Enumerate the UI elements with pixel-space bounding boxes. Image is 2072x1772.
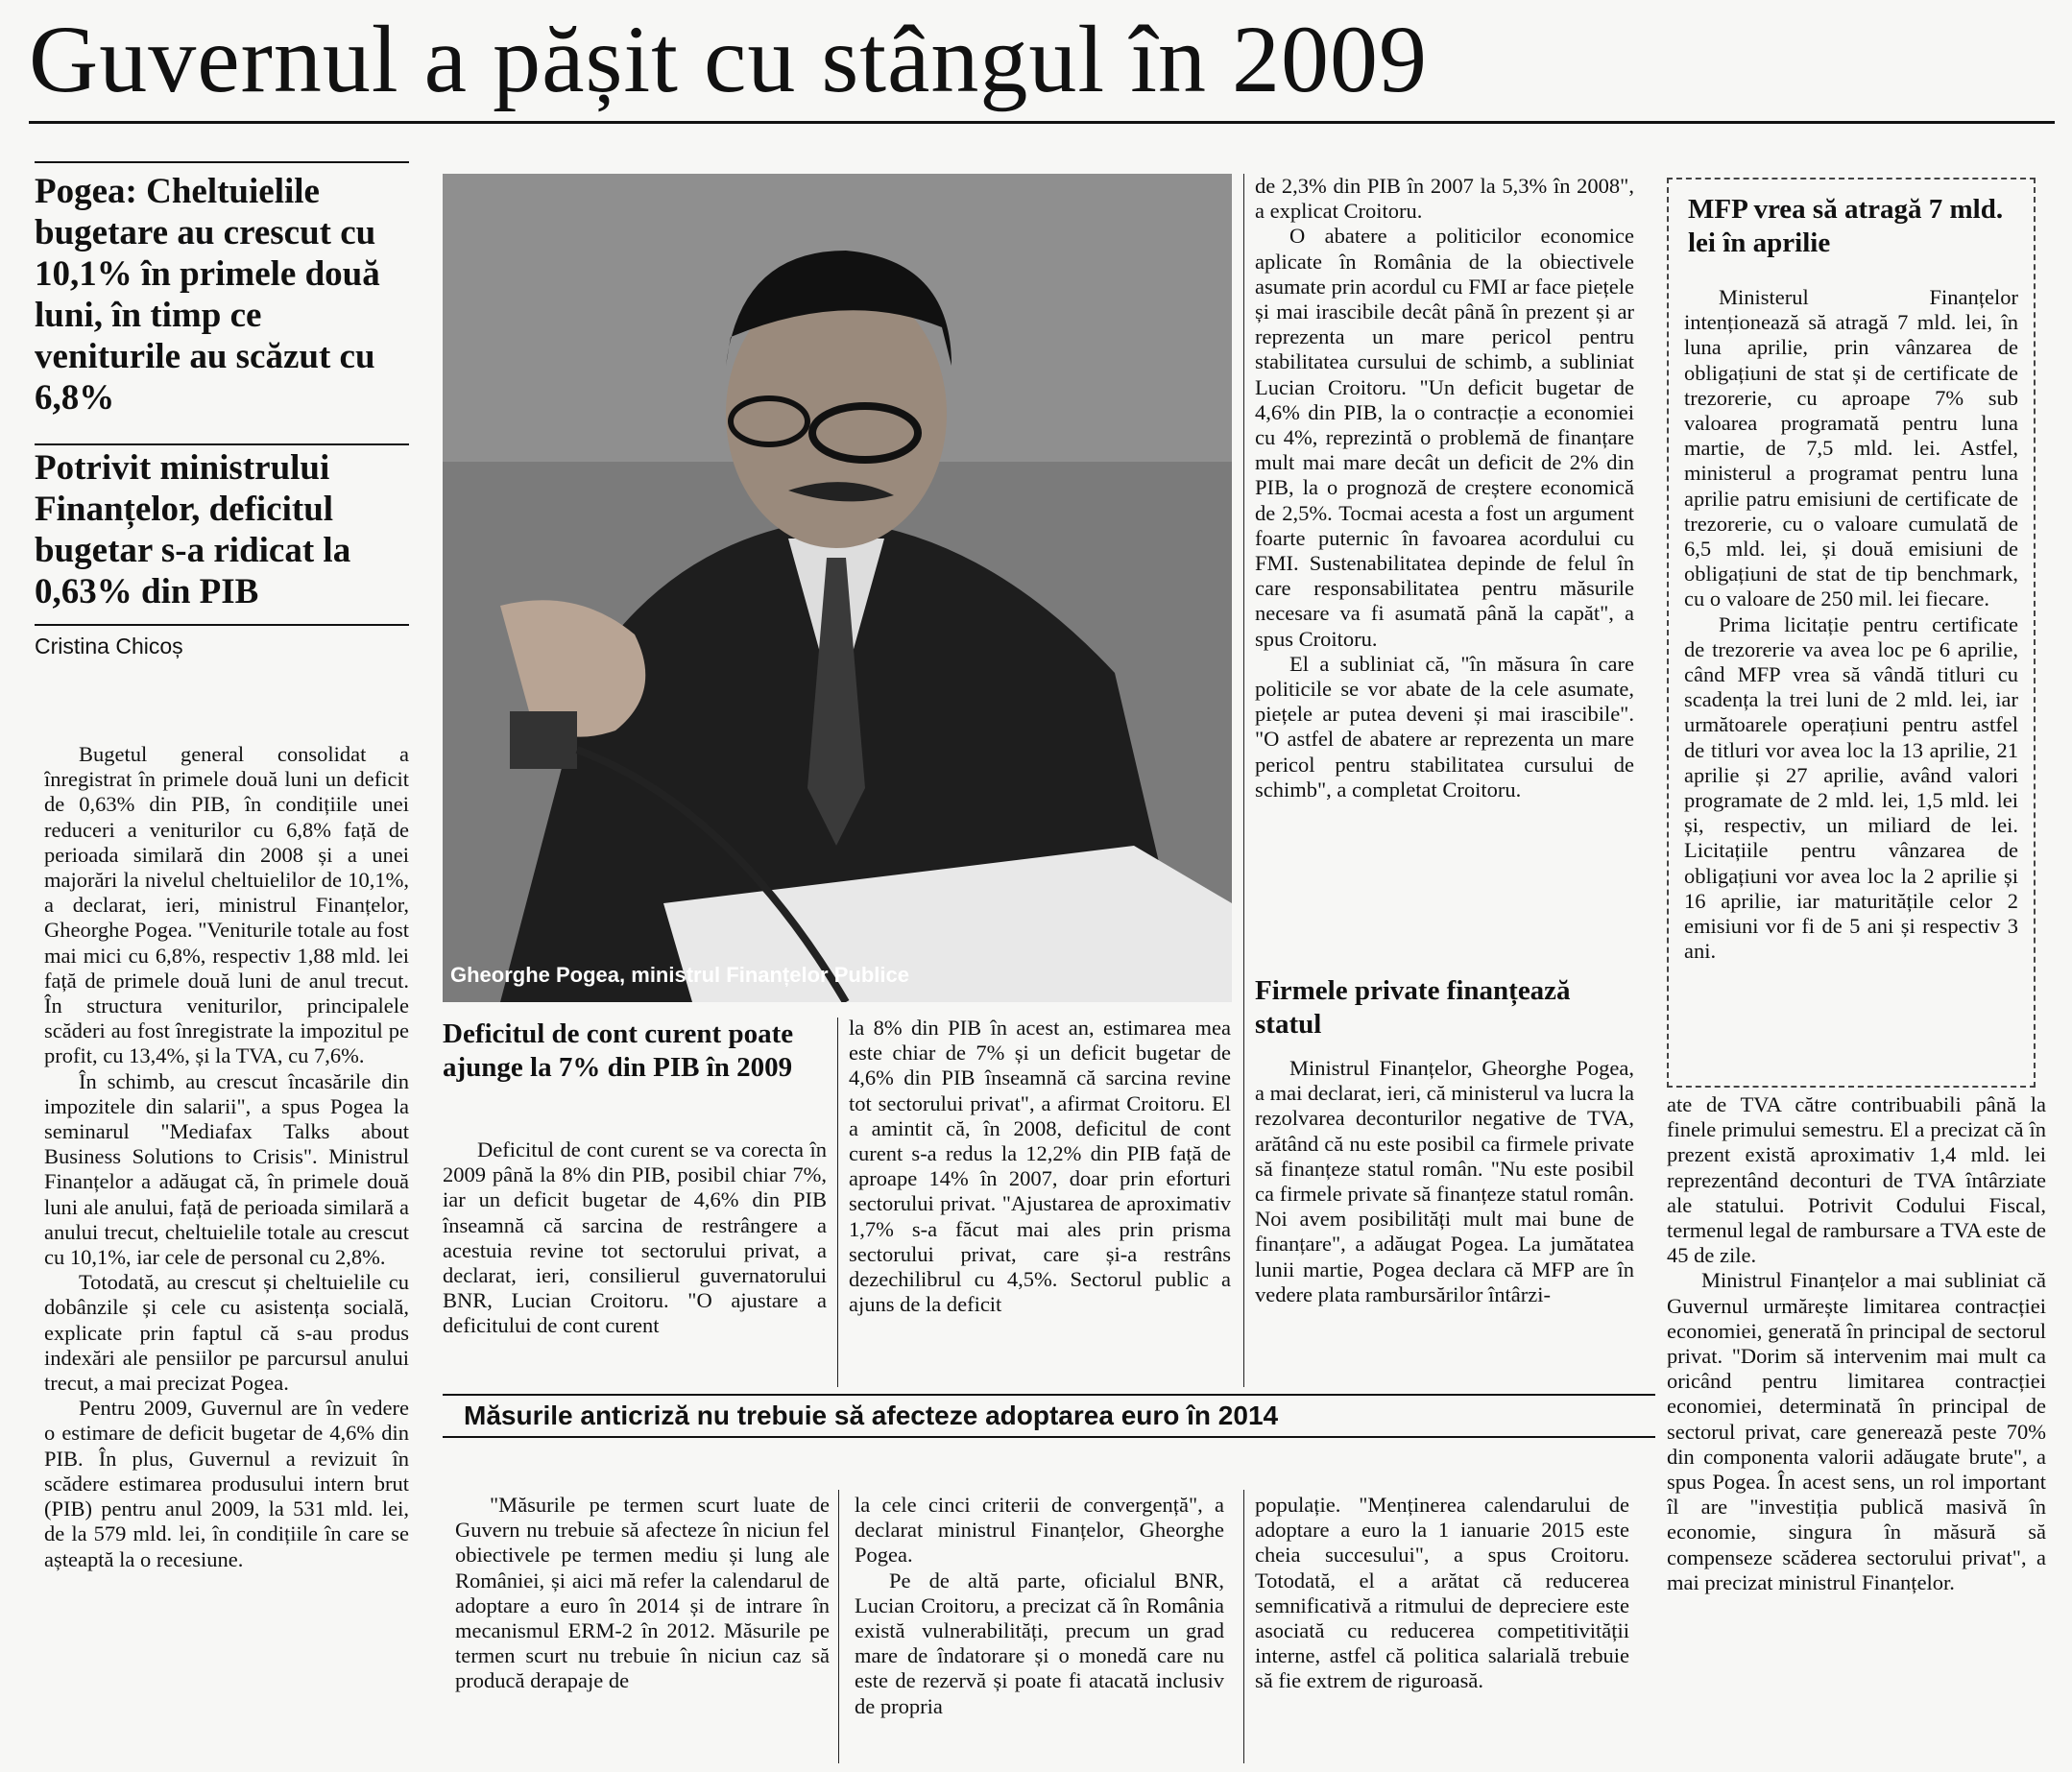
paragraph: la 8% din PIB în acest an, estimarea mea este chiar de 7% și un deficit bugetar de 4,6% din PIB înseamnă că sarcina revine tot sectorului privat", a afirmat Croitoru. El a amintit că, în 2008, deficitul de cont curent s-a redus la 12,2% din PIB față de aproape 14% în 2007, doar prin eforturi sectorului privat. "Ajustarea de aproximativ 1,7% s-a făcut mai ales prin prisma sectorului privat, care și-a restrâns dezechilibrul cu 4,5%. Sectorul public a ajuns de la deficit (849, 1016, 1231, 1317)
euro-column-3 (1255, 1493, 1629, 1766)
photo-caption: Gheorghe Pogea, ministrul Finanțelor Publice (450, 963, 909, 987)
paragraph: El a subliniat că, "în măsura în care politicile se vor abate de la cele asumate, piețele ar putea deveni și mai irascibile". "O astfel de abatere ar reprezenta un mare pericol pentru stabilitatea cursului de schimb", a completat Croitoru. (1255, 651, 1634, 802)
headline-rule (29, 121, 2055, 124)
article-column-3 (849, 1016, 1231, 1385)
paragraph: Ministerul Finanțelor intenționează să atragă 7 mld. lei, în luna aprilie, prin vânzarea de obligațiuni de stat și de certificate de trezorerie, cu aproape 7% sub valoarea programată pentru luna martie, de 7,5 mld. lei. Astfel, ministerul a programat pentru luna aprilie patru emisiuni de certificate de trezorerie, cu o valoare cumulată de 6,5 mld. lei, și două emisiuni de obligațiuni de stat de tip benchmark, cu o valoare de 250 mil. lei fiecare. (1684, 285, 2018, 611)
paragraph: Bugetul general consolidat a înregistrat în primele două luni un deficit de 0,63% din PIB, în condițiile unei reduceri a veniturilor cu 6,8% față de perioada similară din 2008 și a unei majorări la nivelul cheltuielilor de 10,1%, a declarat, ieri, ministrul Finanțelor, Gheorghe Pogea. "Veniturile totale au fost mai mici cu 6,8%, respectiv 1,88 mld. lei față de primele două luni de anul trecut. În structura veniturilor, principalele scăderi au fost înregistrate la impozitul pe profit, cu 13,4%, și la TVA, cu 7,6%. (44, 742, 409, 1068)
subhead-cont-curent: Deficitul de cont curent poate ajunge la 7% din PIB în 2009 (443, 1018, 794, 1083)
photo-illustration (443, 174, 1232, 1002)
article-column-2 (443, 1137, 827, 1387)
subhead-firme-private: Firmele private finanțează statul (1255, 975, 1571, 1040)
paragraph: Deficitul de cont curent se va corecta în 2009 până la 8% din PIB, posibil chiar 7%, iar un deficit bugetar de 4,6% din PIB înseamnă că sarcina de restrângere a acestuia revine tot sectorului privat, a declarat, ieri, consilierul guvernatorului BNR, Lucian Croitoru. "O ajustare a deficitului de cont curent (443, 1137, 827, 1338)
sidebar-box (1667, 178, 2036, 1088)
headline: Guvernul a pășit cu stângul în 2009 (29, 6, 1428, 112)
paragraph: În schimb, au crescut încasările din impozitele din salarii", a spus Pogea la seminarul "Mediafax Talks about Business Solutions to Crisis". Ministrul Finanțelor a adăugat că, în primele două luni ale anului, față de perioada similară a anului trecut, cheltuielile totale au crescut cu 10,1%, iar cele de personal cu 2,8%. (44, 1068, 409, 1270)
column-divider (1243, 174, 1244, 1387)
photo-minister (443, 174, 1232, 1002)
deck-pogea: Pogea: Cheltuielile bugetare au crescut cu 10,1% în primele două luni, în timp ce veniturile au scăzut cu 6,8% (35, 172, 380, 418)
article-column-4b (1255, 1056, 1634, 1387)
euro-column-1 (455, 1493, 830, 1766)
paragraph: Pentru 2009, Guvernul are în vedere o estimare de deficit bugetar de 4,6% din PIB. În plus, Guvernul a revizuit în scădere estimarea produsului intern brut (PIB) pentru anul 2009, la 531 mld. lei, de la 579 mld. lei, în condițiile în care se așteaptă la o recesiune. (44, 1396, 409, 1571)
paragraph: Ministrul Finanțelor a mai subliniat că Guvernul urmărește limitarea contracției economiei, generată în principal de sectorul privat. "Dorim să intervenim mai mult ca oricând pentru limitarea contracției economiei, determinată în principal de sectorul privat, care generează peste 70% din componenta valorii adăugate brute", a spus Pogea. În acest sens, un rol important îl are "investiția publică masivă în economie, singura în măsură să compenseze scăderea sectorului privat", a mai precizat ministrul Finanțelor. (1667, 1268, 2046, 1594)
euro-section-title: Măsurile anticriză nu trebuie să afecteze adoptarea euro în 2014 (443, 1394, 1655, 1438)
column-divider (838, 1490, 839, 1763)
paragraph: ate de TVA către contribuabili până la finele primului semestru. El a precizat că în prezent există aproximativ 1,4 mld. lei reprezentând deconturi de TVA întârziate ale statului. Potrivit Codului Fiscal, termenul legal de rambursare a TVA este de 45 de zile. (1667, 1092, 2046, 1268)
paragraph: Prima licitație pentru certificate de trezorerie va avea loc pe 6 aprilie, când MFP vrea să vândă titluri cu scadența la trei luni de 2 mld. lei, iar următoarele operațiuni pentru astfel de titluri vor avea loc la 13 aprilie, 21 aprilie și 27 aprilie, având valori programate de 2 mld. lei, 1,5 mld. lei și, respectiv, un miliard de lei. Licitațiile pentru vânzarea de obligațiuni vor avea loc la 2 aprilie și 16 aprilie, iar maturitățile celor 2 emisiuni vor fi de 5 ani și respectiv 3 ani. (1684, 611, 2018, 964)
paragraph: populație. "Menținerea calendarului de adoptare a euro la 1 ianuarie 2015 este cheia succesului", a spus Croitoru. Totodată, el a arătat că reducerea semnificativă a ritmului de depreciere este asociată cu reducerea competitivității interne, astfel că politica salarială trebuie să fie extrem de riguroasă. (1255, 1493, 1629, 1693)
paragraph: "Măsurile pe termen scurt luate de Guvern nu trebuie să afecteze în niciun fel obiectivele pe termen mediu și lung ale României, și aici mă refer la calendarul de adoptare a euro în 2014 și de intrare în mecanismul ERM-2 în 2012. Măsurile pe termen scurt nu trebuie în niciun caz să producă derapaje de (455, 1493, 830, 1693)
deck-top-rule (35, 161, 409, 163)
column-divider (837, 1018, 838, 1387)
paragraph: la cele cinci criterii de convergență", a declarat ministrul Finanțelor, Gheorghe Pogea. (855, 1493, 1224, 1568)
article-column-5 (1667, 1092, 2046, 1764)
paragraph: Ministrul Finanțelor, Gheorghe Pogea, a mai declarat, ieri, că ministerul va lucra la rezolvarea deconturilor negative de TVA, arătând că nu este posibil ca firmele private să finanțeze statul român. "Nu este posibil ca firmele private să finanțeze statul român. Noi avem posibilități mult mai bune de finanțare", a adăugat Pogea. La jumătatea lunii martie, Pogea declara că MFP are în vedere plata rambursărilor întârzi- (1255, 1056, 1634, 1306)
deck-divider-rule (35, 443, 409, 445)
paragraph: Pe de altă parte, oficialul BNR, Lucian Croitoru, a precizat că în România există vulnerabilități, precum un grad mare de îndatorare și o monedă care nu este de rezervă și poate fi atacată inclusiv de propria (855, 1568, 1224, 1718)
paragraph: Totodată, au crescut și cheltuielile cu dobânzile și cele cu asistența socială, explicate prin faptul că s-au produs indexări ale pensiilor pe parcursul anului trecut, a mai precizat Pogea. (44, 1270, 409, 1396)
sidebar-body (1684, 285, 2018, 1077)
deck-deficit: Potrivit ministrului Finanțelor, deficitul bugetar s-a ridicat la 0,63% din PIB (35, 448, 351, 611)
paragraph: O abatere a politicilor economice aplicate în România de la obiectivele asumate prin acordul cu FMI ar face piețele și mai irascibile decât până în prezent și ar reprezenta un mare pericol pentru stabilitatea cursului de schimb, a subliniat Lucian Croitoru. "Un deficit bugetar de 4,6% din PIB, la o contracție a economiei cu 4%, reprezintă o problemă de finanțare mult mai mare decât un deficit de 2% din PIB, la o prognoză de creștere economică de 2,5%. Tocmai acesta a fost un argument foarte puternic în favoarea acordului cu FMI. Sustenabilitatea depinde de felul în care responsabilitatea pentru măsurile necesare va fi asumată până la capăt", a spus Croitoru. (1255, 224, 1634, 651)
article-column-4 (1255, 174, 1634, 961)
article-column-1 (44, 742, 409, 1767)
deck-bottom-rule (35, 624, 409, 626)
column-divider (1243, 1490, 1244, 1763)
byline: Cristina Chicoș (35, 634, 183, 659)
sidebar-title: MFP vrea să atragă 7 mld. lei în aprilie (1688, 194, 2004, 258)
paragraph: de 2,3% din PIB în 2007 la 5,3% în 2008", a explicat Croitoru. (1255, 174, 1634, 224)
euro-column-2 (855, 1493, 1224, 1766)
